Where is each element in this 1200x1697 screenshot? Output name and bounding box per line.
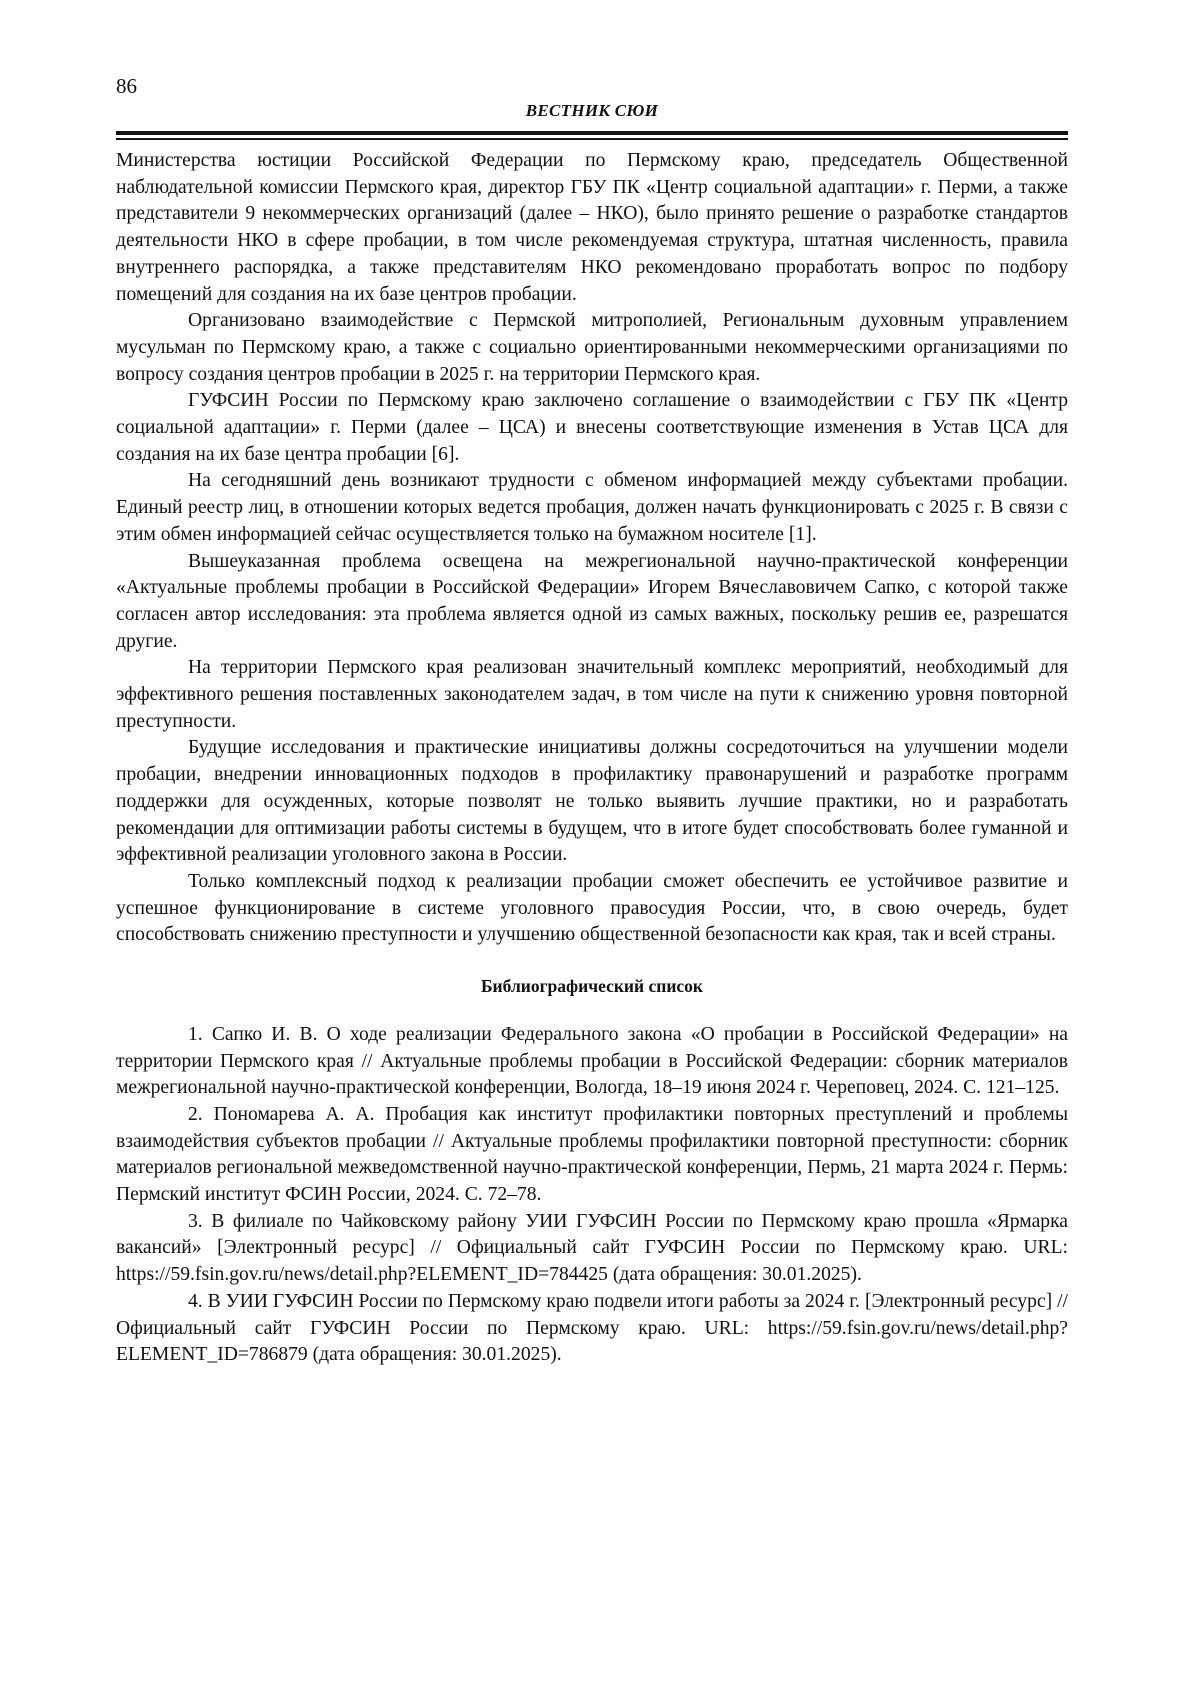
paragraph: ГУФСИН России по Пермскому краю заключено соглашение о взаимодействии с ГБУ ПК «Центр социальной адаптации» г. Перми (далее – ЦСА) и внесены соответствующие изменения в Устав ЦСА для создания на их базе центра пробации [6].: [116, 390, 1068, 465]
bibliography-heading: Библиографический список: [480, 976, 703, 997]
bibliography-item: 1. Сапко И. В. О ходе реализации Федерального закона «О пробации в Российской Федерации» на территории Пермского края // Актуальные проблемы пробации в Российской Федерации: сборник материалов межрегиональной научно-практической конференции, Вологда, 18–19 июня 2024 г. Череповец, 2024. С. 121–125.: [116, 1023, 1068, 1099]
paragraph: Будущие исследования и практические инициативы должны сосредоточиться на улучшении модели пробации, внедрении инновационных подходов в профилактику правонарушений и разработке программ поддержки для осужденных, которые позволят не только выявить лучшие практики, но и разработать рекомендации для оптимизации работы системы в будущем, что в итоге будет способствовать более гуманной и эффективной реализации уголовного закона в России.: [116, 737, 1068, 866]
header-rule-thick: [116, 131, 1068, 135]
article-body: [116, 148, 1068, 1369]
paragraph: Организовано взаимодействие с Пермской митрополией, Региональным духовным управлением мусульман по Пермскому краю, а также с социально ориентированными некоммерческими организациями по вопросу создания центров пробации в 2025 г. на территории Пермского края.: [116, 310, 1068, 385]
header-rule-thin: [116, 138, 1068, 140]
paragraph: Министерства юстиции Российской Федерации по Пермскому краю, председатель Общественной наблюдательной комиссии Пермского края, директор ГБУ ПК «Центр социальной адаптации» г. Перми, а также представители 9 некоммерческих организаций (далее – НКО), было принято решение о разработке стандартов деятельности НКО в сфере пробации, в том числе рекомендуемая структура, штатная численность, правила внутреннего распорядка, а также представителям НКО рекомендовано проработать вопрос по подбору помещений для создания на их базе центров пробации.: [116, 150, 1068, 305]
journal-title: ВЕСТНИК СЮИ: [525, 101, 659, 120]
paragraph: На сегодняшний день возникают трудности с обменом информацией между субъектами пробации. Единый реестр лиц, в отношении которых ведется пробация, должен начать функционировать с 2025 г. В связи с этим обмен информацией сейчас осуществляется только на бумажном носителе [1].: [116, 470, 1068, 545]
paragraph: На территории Пермского края реализован значительный комплекс мероприятий, необходимый для эффективного решения поставленных законодателем задач, в том числе на пути к снижению уровня повторной преступности.: [116, 657, 1068, 732]
paragraph: Только комплексный подход к реализации пробации сможет обеспечить ее устойчивое развитие и успешное функционирование в системе уголовного правосудия России, что, в свою очередь, будет способствовать снижению преступности и улучшению общественной безопасности как края, так и всей страны.: [116, 870, 1068, 946]
bibliography-item: 4. В УИИ ГУФСИН России по Пермскому краю подвели итоги работы за 2024 г. [Электронный ресурс] // Официальный сайт ГУФСИН России по Пермскому краю. URL: https://59.fsin.gov.ru/news/detail.php?ELEMENT_ID=786879 (дата обращения: 30.01.2025).: [116, 1290, 1068, 1366]
bibliography-item: 2. Пономарева А. А. Пробация как институт профилактики повторных преступлений и проблемы взаимодействия субъектов пробации // Актуальные проблемы профилактики повторной преступности: сборник материалов региональной межведомственной научно-практической конференции, Пермь, 21 марта 2024 г. Пермь: Пермский институт ФСИН России, 2024. С. 72–78.: [116, 1103, 1068, 1206]
bibliography-item: 3. В филиале по Чайковскому району УИИ ГУФСИН России по Пермскому краю прошла «Ярмарка вакансий» [Электронный ресурс] // Официальный сайт ГУФСИН России по Пермскому краю. URL: https://59.fsin.gov.ru/news/detail.php?ELEMENT_ID=784425 (дата обращения: 30.01.2025).: [116, 1210, 1068, 1286]
paragraph: Вышеуказанная проблема освещена на межрегиональной научно-практической конференции «Актуальные проблемы пробации в Российской Федерации» Игорем Вячеславовичем Сапко, с которой также согласен автор исследования: эта проблема является одной из самых важных, поскольку решив ее, разрешатся другие.: [116, 550, 1068, 652]
page-number: 86: [116, 74, 137, 98]
